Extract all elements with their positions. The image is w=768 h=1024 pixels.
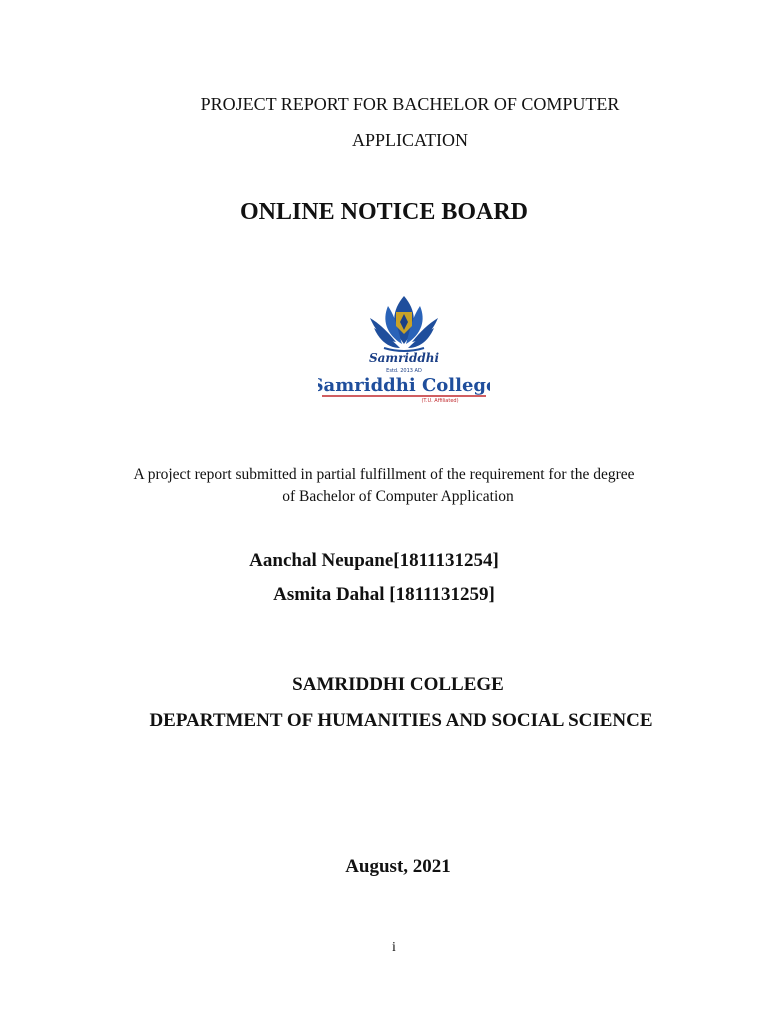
author-1: Aanchal Neupane[1811131254] [249, 550, 499, 571]
college-name: SAMRIDDHI COLLEGE [292, 674, 504, 695]
logo-affiliation-text: (T.U. Affiliated) [421, 398, 459, 404]
logo-script-text: Samriddhi [368, 351, 440, 365]
author-2: Asmita Dahal [1811131259] [273, 584, 495, 605]
report-heading-line-1: PROJECT REPORT FOR BACHELOR OF COMPUTER [200, 94, 620, 114]
project-title: ONLINE NOTICE BOARD [239, 199, 529, 225]
logo-established-text: Estd. 2013 AD [386, 368, 422, 374]
lotus-emblem-icon [370, 296, 438, 351]
description-line-2: of Bachelor of Computer Application [282, 488, 514, 505]
description-line-1: A project report submitted in partial fulfillment of the requirement for the degree [133, 466, 635, 483]
report-date: August, 2021 [345, 856, 451, 877]
logo-college-name: Samriddhi College [318, 375, 490, 396]
department-name: DEPARTMENT OF HUMANITIES AND SOCIAL SCIENCE [149, 710, 653, 731]
report-heading-line-2: APPLICATION [351, 130, 468, 150]
page-number: i [392, 940, 396, 955]
college-logo [318, 292, 490, 404]
